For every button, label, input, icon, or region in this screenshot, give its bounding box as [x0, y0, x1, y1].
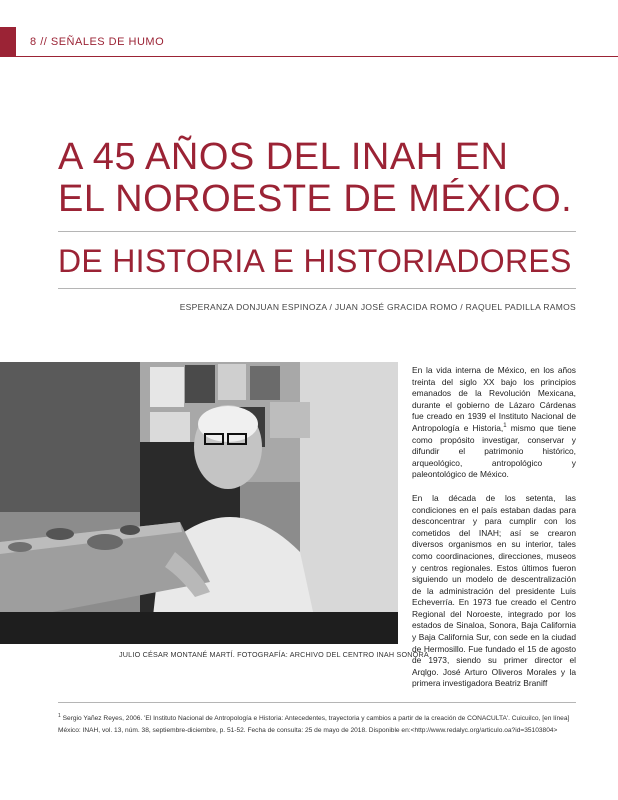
paragraph-2: En la década de los setenta, las condiciones en el país estaban dadas para desconcentrar y para cumplir con los cometidos del INAH; así se crearon diversos organismos en su interior, tales como coordinaciones, direcciones, museos y centros regionales. Estos últimos fueron siguiendo un modelo de descentralización de la administración del presidente Luis Echeverría. En 1973 fue creado el Centro Regional del Noroeste, integrado por los estados de Sinaloa, Sonora, Baja California y Baja California Sur, con sede en la ciudad de Hermosillo. Fue fundado el 15 de agosto de 1973, siendo su primer director el Arqlgo. José Arturo Oliveros Morales y la primera investigadora Beatriz Braniff: [412, 492, 576, 689]
article-authors: ESPERANZA DONJUAN ESPINOZA / JUAN JOSÉ GRACIDA ROMO / RAQUEL PADILLA RAMOS: [179, 302, 576, 312]
article-subtitle: DE HISTORIA E HISTORIADORES: [58, 243, 572, 279]
header-separator: //: [40, 36, 48, 48]
section-name: SEÑALES DE HUMO: [50, 36, 165, 48]
footnote-text: Sergio Yañez Reyes, 2006. 'El Instituto Nacional de Antropología e Historia: Antecedentes, trayectoria y cambios a partir de la creación de CONACULTA'. Cuicuilco, [en línea] México: INAH, vol. 13, núm. 38, septiembre-diciembre, p. 51-52. Fecha de consulta: 25 de mayo de 2018. Disponible en:<http://www.redalyc.org/articulo.oa?id=35103804>: [58, 715, 570, 734]
header-rule: [16, 56, 618, 57]
header-accent-bar: [0, 27, 16, 57]
portrait-photo: [0, 362, 398, 644]
title-divider: [58, 231, 576, 232]
photo-caption: JULIO CÉSAR MONTANÉ MARTÍ. FOTOGRAFÍA: ARCHIVO DEL CENTRO INAH SONORA: [119, 650, 429, 659]
title-line-2: EL NOROESTE DE MÉXICO.: [58, 178, 573, 220]
footnote-ref[interactable]: 1: [503, 423, 507, 430]
page-header: [0, 0, 618, 60]
footnote-marker: 1: [58, 713, 61, 719]
title-line-1: A 45 AÑOS DEL INAH EN: [58, 136, 509, 178]
footnote-divider: [58, 702, 576, 703]
paragraph-1: En la vida interna de México, en los años treinta del siglo XX bajo los principios emanados de la Revolución Mexicana, durante el gobierno de Lázaro Cárdenas fue creado en 1939 el Instituto Nacional de Antropología e Historia,$^1$ mismo que tiene como propósito investigar, conservar y difundir el patrimonio histórico, arqueológico, antropológico y paleontológico de México.: [412, 365, 576, 480]
photo-illustration: [0, 362, 398, 644]
body-column: [412, 365, 576, 702]
subtitle-divider: [58, 288, 576, 289]
page-number: 8: [30, 36, 37, 48]
footnote: [58, 711, 578, 736]
running-header: [30, 36, 164, 48]
article-title: [58, 136, 588, 220]
